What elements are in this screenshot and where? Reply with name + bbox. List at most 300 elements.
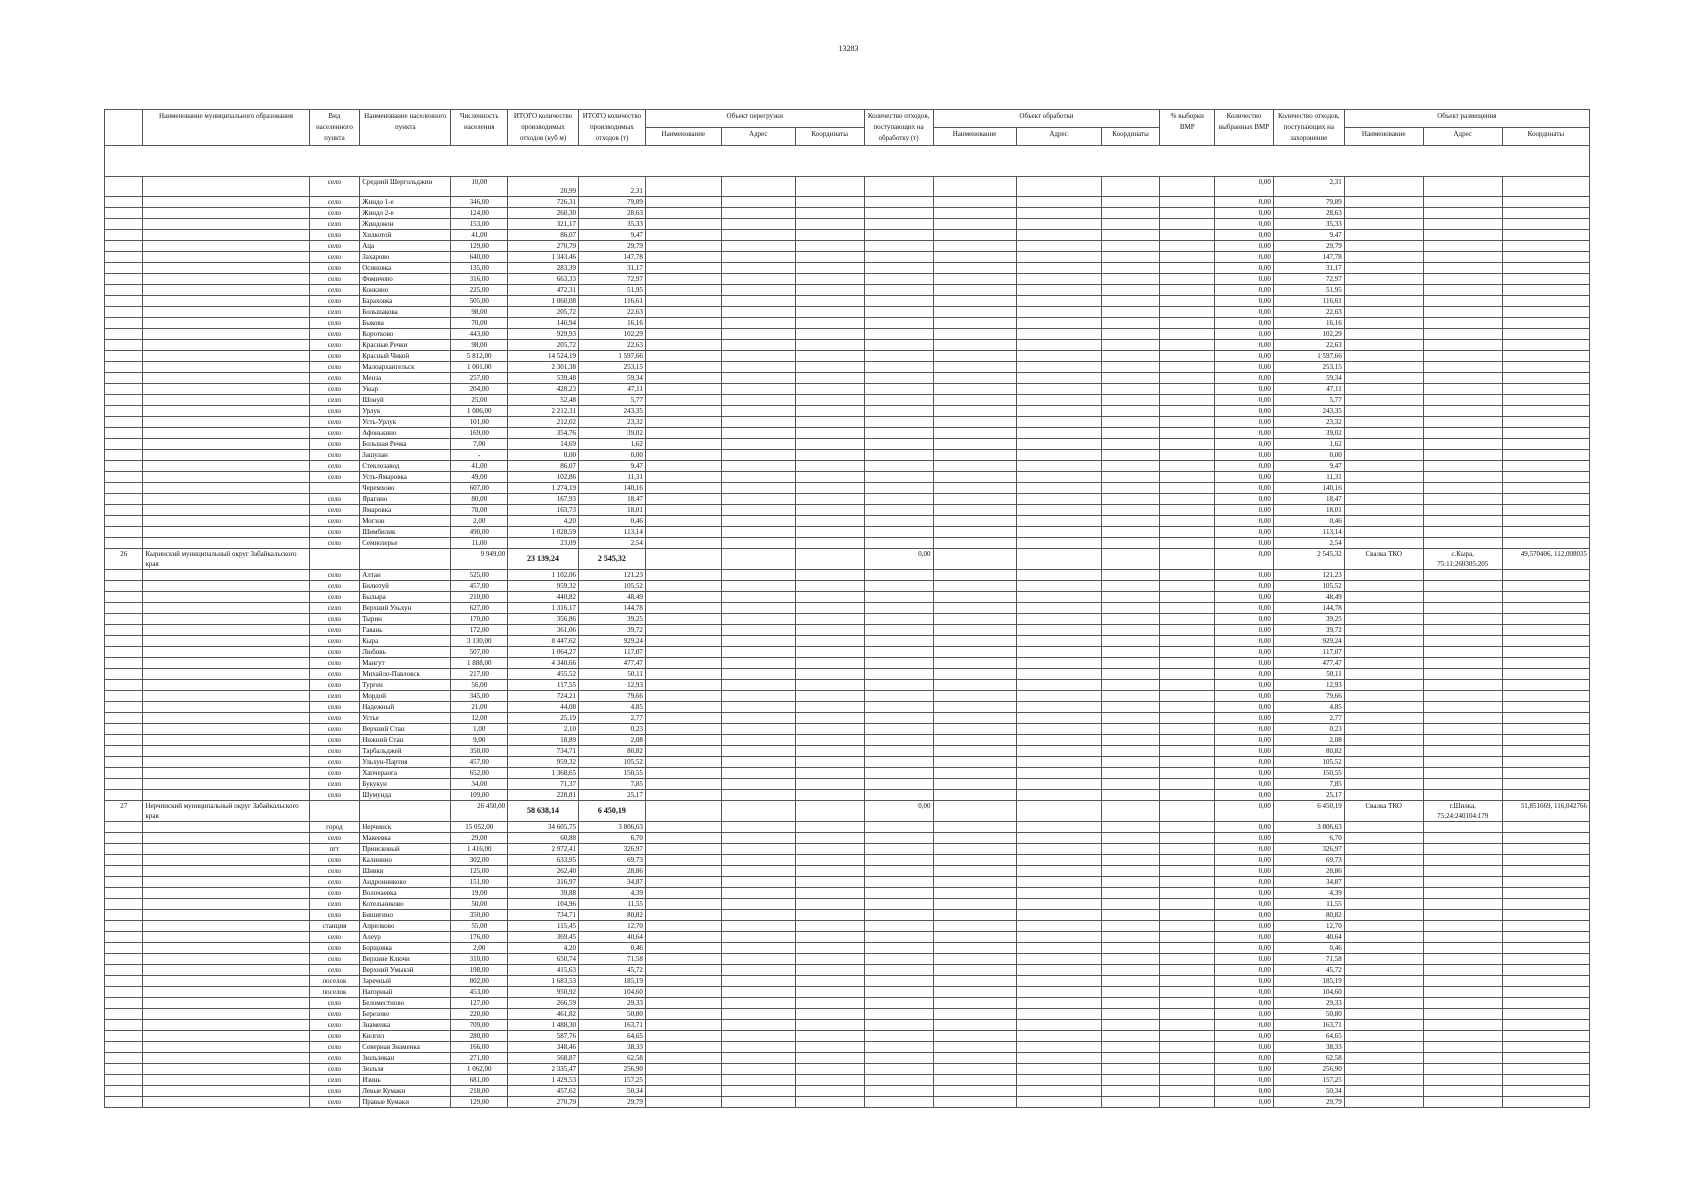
municipality-name (143, 833, 309, 844)
placement-cell (1344, 505, 1423, 516)
placement-cell (1502, 954, 1589, 965)
treatment-cell (933, 932, 1016, 943)
volume-m3: 4,20 (508, 943, 579, 954)
municipality-name (143, 866, 309, 877)
settlement-row (105, 1031, 1590, 1042)
to-burial: 140,16 (1273, 483, 1344, 494)
weight-t: 28,86 (579, 866, 646, 877)
volume-m3: 587,76 (508, 1031, 579, 1042)
population: 345,00 (451, 691, 508, 702)
reload-cell (645, 592, 721, 603)
placement-cell (1502, 197, 1589, 208)
settlement-name: Верхние Ключи (360, 954, 451, 965)
placement-cell (1423, 954, 1502, 965)
row-number (105, 296, 143, 307)
vmr-amount: 0,00 (1215, 351, 1274, 362)
reload-cell (795, 428, 864, 439)
treatment-cell (933, 757, 1016, 768)
settlement-name: Турген (360, 680, 451, 691)
volume-m3: 14,69 (508, 439, 579, 450)
settlement-name: Осиновка (360, 263, 451, 274)
settlement-kind: село (309, 450, 360, 461)
population: 7,00 (451, 439, 508, 450)
treatment-cell (1016, 932, 1101, 943)
placement-cell (1502, 252, 1589, 263)
volume-m3: 0,00 (508, 450, 579, 461)
volume-m3: 457,62 (508, 1086, 579, 1097)
placement-cell (1344, 965, 1423, 976)
settlement-kind: село (309, 998, 360, 1009)
treatment-cell (1101, 636, 1160, 647)
vmr-percent (1160, 516, 1215, 527)
to-treatment (864, 219, 933, 230)
treatment-cell (1101, 318, 1160, 329)
treatment-cell (933, 318, 1016, 329)
to-treatment (864, 505, 933, 516)
population: 1,00 (451, 724, 508, 735)
volume-m3: 568,87 (508, 1053, 579, 1064)
reload-cell (795, 768, 864, 779)
population: 505,00 (451, 296, 508, 307)
treatment-coords (1101, 549, 1160, 570)
row-number (105, 844, 143, 855)
settlement-kind: село (309, 395, 360, 406)
population: 56,00 (451, 680, 508, 691)
reload-cell (645, 1031, 721, 1042)
placement-cell (1344, 910, 1423, 921)
placement-cell (1344, 998, 1423, 1009)
reload-cell (645, 647, 721, 658)
reload-cell (795, 1020, 864, 1031)
vmr-amount: 0,00 (1215, 428, 1274, 439)
treatment-cell (1101, 647, 1160, 658)
reload-cell (795, 1009, 864, 1020)
placement-cell (1423, 998, 1502, 1009)
to-burial: 50,11 (1273, 669, 1344, 680)
placement-cell (1423, 1075, 1502, 1086)
vmr-percent (1160, 833, 1215, 844)
volume-m3: 461,82 (508, 1009, 579, 1020)
treatment-cell (933, 1031, 1016, 1042)
placement-cell (1344, 822, 1423, 833)
placement-cell (1502, 538, 1589, 549)
settlement-kind: село (309, 691, 360, 702)
treatment-cell (1016, 614, 1101, 625)
reload-cell (795, 779, 864, 790)
volume-m3: 4,20 (508, 516, 579, 527)
weight-t: 0,46 (579, 943, 646, 954)
reload-cell (795, 318, 864, 329)
municipality-name (143, 965, 309, 976)
placement-cell (1423, 888, 1502, 899)
treatment-cell (1101, 998, 1160, 1009)
municipality-name (143, 340, 309, 351)
vmr-percent (1160, 252, 1215, 263)
treatment-cell (1016, 658, 1101, 669)
municipality-name (143, 472, 309, 483)
settlement-row (105, 691, 1590, 702)
treatment-cell (1101, 329, 1160, 340)
col-settlement-header: Наименование населенного пункта (360, 110, 451, 146)
vmr-percent (1160, 779, 1215, 790)
vmr-percent (1160, 910, 1215, 921)
settlement-name: Шумунда (360, 790, 451, 801)
vmr-percent (1160, 1075, 1215, 1086)
to-treatment (864, 362, 933, 373)
row-number (105, 1020, 143, 1031)
to-burial: 9,47 (1273, 230, 1344, 241)
reload-cell (645, 505, 721, 516)
table-body (105, 177, 1590, 1108)
placement-cell (1502, 614, 1589, 625)
to-burial: 4,39 (1273, 888, 1344, 899)
volume-m3: 650,74 (508, 954, 579, 965)
settlement-name (360, 549, 451, 570)
to-burial: 71,58 (1273, 954, 1344, 965)
settlement-kind: село (309, 866, 360, 877)
to-burial: 28,63 (1273, 208, 1344, 219)
population: 98,00 (451, 307, 508, 318)
settlement-kind: село (309, 768, 360, 779)
settlement-row (105, 296, 1590, 307)
reload-cell (795, 691, 864, 702)
settlement-row (105, 669, 1590, 680)
settlement-kind: село (309, 329, 360, 340)
municipality-name (143, 592, 309, 603)
vmr-percent (1160, 943, 1215, 954)
treatment-cell (1016, 483, 1101, 494)
placement-cell (1423, 307, 1502, 318)
reload-cell (645, 932, 721, 943)
row-number (105, 614, 143, 625)
reload-cell (721, 1075, 795, 1086)
page-number: 13283 (838, 44, 859, 53)
population: 2,00 (451, 516, 508, 527)
to-treatment (864, 263, 933, 274)
reload-cell (645, 1086, 721, 1097)
to-burial: 39,02 (1273, 428, 1344, 439)
settlement-kind: село (309, 177, 360, 197)
treatment-cell (1101, 395, 1160, 406)
settlement-row (105, 888, 1590, 899)
vmr-percent (1160, 373, 1215, 384)
treatment-cell (1101, 658, 1160, 669)
municipality-name (143, 1086, 309, 1097)
placement-cell (1344, 318, 1423, 329)
settlement-row (105, 483, 1590, 494)
reload-cell (721, 362, 795, 373)
settlement-name: Борщовка (360, 943, 451, 954)
settlement-name: Кыра (360, 636, 451, 647)
reload-cell (795, 494, 864, 505)
reload-cell (645, 855, 721, 866)
treatment-cell (1016, 899, 1101, 910)
reload-cell (721, 625, 795, 636)
placement-cell (1344, 1064, 1423, 1075)
total-volume-m3: 58 638,14 (508, 801, 579, 822)
reload-cell (645, 757, 721, 768)
reload-cell (645, 669, 721, 680)
row-number (105, 307, 143, 318)
vmr-amount: 0,00 (1215, 779, 1274, 790)
to-burial: 0,46 (1273, 516, 1344, 527)
placement-address: г.Шилка, 75:24:240104:179 (1423, 801, 1502, 822)
treatment-cell (1016, 976, 1101, 987)
municipality-name (143, 713, 309, 724)
settlement-kind: село (309, 581, 360, 592)
treatment-cell (933, 735, 1016, 746)
treatment-cell (933, 691, 1016, 702)
settlement-row (105, 998, 1590, 1009)
treatment-cell (933, 274, 1016, 285)
settlement-name: Знаменка (360, 1020, 451, 1031)
reload-cell (795, 406, 864, 417)
placement-name: Свалка ТКО (1344, 801, 1423, 822)
placement-cell (1344, 494, 1423, 505)
treatment-cell (1016, 954, 1101, 965)
reload-cell (721, 954, 795, 965)
weight-t: 163,71 (579, 1020, 646, 1031)
reload-name (645, 549, 721, 570)
row-number (105, 691, 143, 702)
settlement-kind: село (309, 724, 360, 735)
weight-t: 256,90 (579, 1064, 646, 1075)
settlement-row (105, 472, 1590, 483)
weight-t: 144,78 (579, 603, 646, 614)
to-burial: 39,25 (1273, 614, 1344, 625)
treatment-cell (1101, 241, 1160, 252)
row-number (105, 472, 143, 483)
municipality-name (143, 241, 309, 252)
treatment-cell (1101, 888, 1160, 899)
vmr-amount: 0,00 (1215, 768, 1274, 779)
reload-cell (645, 296, 721, 307)
vmr-percent (1160, 724, 1215, 735)
settlement-name: Тырин (360, 614, 451, 625)
row-number (105, 428, 143, 439)
to-treatment (864, 1042, 933, 1053)
weight-t: 28,63 (579, 208, 646, 219)
vmr-amount: 0,00 (1215, 527, 1274, 538)
vmr-percent (1160, 592, 1215, 603)
settlement-row (105, 177, 1590, 197)
municipality-name (143, 538, 309, 549)
vmr-percent (1160, 483, 1215, 494)
to-burial: 185,19 (1273, 976, 1344, 987)
settlement-row (105, 241, 1590, 252)
to-burial: 45,72 (1273, 965, 1344, 976)
volume-m3: 316,97 (508, 877, 579, 888)
treatment-cell (1016, 1064, 1101, 1075)
weight-t: 22,63 (579, 340, 646, 351)
vmr-percent (1160, 1086, 1215, 1097)
reload-cell (645, 373, 721, 384)
reload-cell (795, 1042, 864, 1053)
vmr-percent (1160, 505, 1215, 516)
treatment-cell (933, 855, 1016, 866)
placement-cell (1344, 252, 1423, 263)
vmr-amount: 0,00 (1215, 373, 1274, 384)
settlement-kind: село (309, 461, 360, 472)
volume-m3: 361,06 (508, 625, 579, 636)
reload-cell (721, 790, 795, 801)
vmr-amount: 0,00 (1215, 177, 1274, 197)
settlement-kind: село (309, 636, 360, 647)
placement-cell (1344, 527, 1423, 538)
treatment-cell (1016, 943, 1101, 954)
volume-m3: 1 683,53 (508, 976, 579, 987)
vmr-percent (1160, 1042, 1215, 1053)
treatment-cell (1101, 1031, 1160, 1042)
reload-cell (721, 603, 795, 614)
placement-cell (1423, 395, 1502, 406)
treatment-coords (1101, 801, 1160, 822)
settlement-kind: станция (309, 921, 360, 932)
placement-cell (1423, 603, 1502, 614)
row-number (105, 1097, 143, 1108)
settlement-row (105, 417, 1590, 428)
placement-object-group-header: Объект размещения (1344, 110, 1589, 128)
reload-cell (721, 483, 795, 494)
vmr-percent (1160, 362, 1215, 373)
settlement-name: Жиндо 1-е (360, 197, 451, 208)
placement-cell (1344, 702, 1423, 713)
municipality-total-row (105, 549, 1590, 570)
settlement-name: Ульхун-Партия (360, 757, 451, 768)
treatment-cell (1101, 1097, 1160, 1108)
volume-m3: 663,33 (508, 274, 579, 285)
to-burial: 11,31 (1273, 472, 1344, 483)
placement-cell (1344, 976, 1423, 987)
to-treatment (864, 1064, 933, 1075)
placement-cell (1502, 790, 1589, 801)
settlement-kind: село (309, 362, 360, 373)
to-treatment (864, 351, 933, 362)
vmr-percent (1160, 899, 1215, 910)
population: 98,00 (451, 340, 508, 351)
population: 350,00 (451, 910, 508, 921)
vmr-percent (1160, 713, 1215, 724)
weight-t: 243,35 (579, 406, 646, 417)
reload-cell (795, 472, 864, 483)
placement-cell (1344, 691, 1423, 702)
settlement-name: Фомичево (360, 274, 451, 285)
placement-cell (1344, 406, 1423, 417)
reload-cell (795, 833, 864, 844)
population: 41,00 (451, 461, 508, 472)
vmr-amount: 0,00 (1215, 1064, 1274, 1075)
treatment-cell (1101, 1086, 1160, 1097)
placement-address: с.Кыра, 75:11:260305:205 (1423, 549, 1502, 570)
municipality-name (143, 855, 309, 866)
reload-cell (645, 943, 721, 954)
row-number (105, 833, 143, 844)
vmr-percent (1160, 746, 1215, 757)
placement-cell (1423, 252, 1502, 263)
treatment-cell (1101, 340, 1160, 351)
settlement-name: Березово (360, 1009, 451, 1020)
vmr-amount: 0,00 (1215, 384, 1274, 395)
placement-cell (1502, 833, 1589, 844)
settlement-name: Могзон (360, 516, 451, 527)
placement-cell (1502, 1086, 1589, 1097)
to-treatment (864, 439, 933, 450)
vmr-amount: 0,00 (1215, 790, 1274, 801)
reload-cell (645, 822, 721, 833)
vmr-percent (1160, 954, 1215, 965)
to-burial: 104,60 (1273, 987, 1344, 998)
placement-cell (1423, 428, 1502, 439)
placement-cell (1502, 888, 1589, 899)
row-number (105, 581, 143, 592)
reload-cell (795, 998, 864, 1009)
volume-m3: 415,63 (508, 965, 579, 976)
placement-cell (1423, 351, 1502, 362)
settlement-name: Жиндо 2-е (360, 208, 451, 219)
municipality-name (143, 581, 309, 592)
settlement-kind: село (309, 527, 360, 538)
reload-cell (795, 888, 864, 899)
settlement-name: Нижний Стан (360, 735, 451, 746)
municipality-name (143, 1064, 309, 1075)
weight-t: 102,29 (579, 329, 646, 340)
settlement-kind: село (309, 373, 360, 384)
placement-cell (1344, 1053, 1423, 1064)
municipality-name (143, 285, 309, 296)
population: 210,00 (451, 592, 508, 603)
to-burial: 150,55 (1273, 768, 1344, 779)
placement-address-header: Адрес (1423, 128, 1502, 146)
municipality-name (143, 318, 309, 329)
placement-cell (1344, 888, 1423, 899)
treatment-cell (1101, 450, 1160, 461)
to-treatment (864, 340, 933, 351)
treatment-cell (1016, 527, 1101, 538)
treatment-cell (933, 779, 1016, 790)
treatment-cell (1101, 735, 1160, 746)
settlement-name: Михайло-Павловск (360, 669, 451, 680)
vmr-amount: 0,00 (1215, 472, 1274, 483)
reload-cell (645, 603, 721, 614)
population: 172,00 (451, 625, 508, 636)
row-number (105, 538, 143, 549)
placement-cell (1502, 230, 1589, 241)
volume-m3: 1 064,27 (508, 647, 579, 658)
placement-cell (1423, 932, 1502, 943)
settlement-kind: поселок (309, 987, 360, 998)
treatment-cell (933, 307, 1016, 318)
population: 34,00 (451, 779, 508, 790)
placement-cell (1423, 340, 1502, 351)
placement-cell (1502, 1075, 1589, 1086)
to-burial: 6,70 (1273, 833, 1344, 844)
reload-cell (721, 921, 795, 932)
reload-cell (721, 177, 795, 197)
treatment-cell (1016, 219, 1101, 230)
treatment-cell (1016, 987, 1101, 998)
municipality-name (143, 954, 309, 965)
vmr-percent (1160, 1053, 1215, 1064)
settlement-row (105, 307, 1590, 318)
row-number (105, 910, 143, 921)
to-burial: 18,01 (1273, 505, 1344, 516)
placement-cell (1502, 603, 1589, 614)
vmr-percent (1160, 658, 1215, 669)
placement-cell (1344, 472, 1423, 483)
treatment-cell (1101, 987, 1160, 998)
reload-cell (795, 702, 864, 713)
treatment-cell (1101, 263, 1160, 274)
